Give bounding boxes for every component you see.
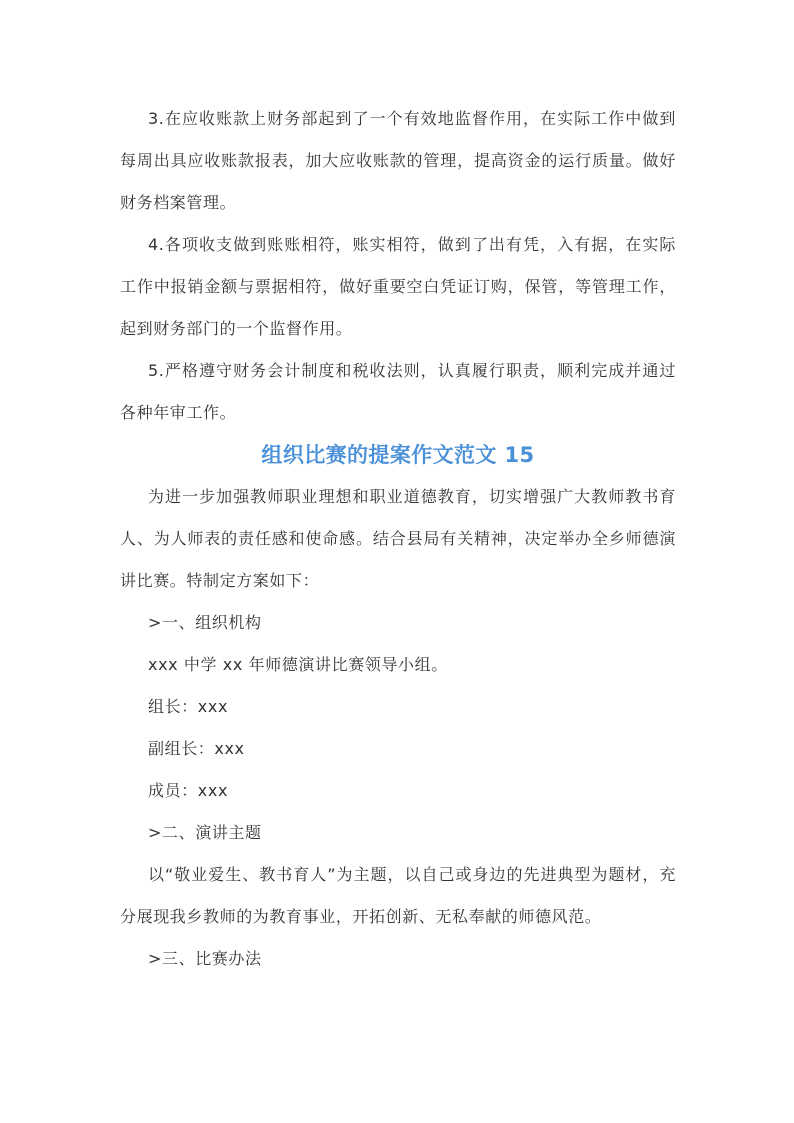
document-body (120, 98, 676, 980)
members-line: 成员：xxx (148, 781, 229, 800)
paragraph-item-3: 3.在应收账款上财务部起到了一个有效地监督作用，在实际工作中做到每周出具应收账款报表，加大应收账款的管理，提高资金的运行质量。做好财务档案管理。 (120, 109, 676, 212)
heading-method: >三、比赛办法 (148, 949, 262, 968)
intro-paragraph: 为进一步加强教师职业理想和职业道德教育，切实增强广大教师教书育人、为人师表的责任感和使命感。结合县局有关精神，决定举办全乡师德演讲比赛。特制定方案如下： (120, 487, 676, 590)
heading-theme: >二、演讲主题 (148, 823, 262, 842)
leadership-group-line: xxx 中学 xx 年师德演讲比赛领导小组。 (148, 655, 448, 674)
paragraph-item-5: 5.严格遵守财务会计制度和税收法则，认真履行职责，顺利完成并通过各种年审工作。 (120, 361, 676, 422)
section-title: 组织比赛的提案作文范文 15 (261, 443, 535, 467)
heading-organization: >一、组织机构 (148, 613, 262, 632)
paragraph-item-4: 4.各项收支做到账账相符，账实相符，做到了出有凭，入有据，在实际工作中报销金额与票据相符，做好重要空白凭证订购，保管，等管理工作，起到财务部门的一个监督作用。 (120, 235, 676, 338)
leader-line: 组长：xxx (148, 697, 229, 716)
theme-paragraph: 以“敬业爱生、教书育人”为主题，以自己或身边的先进典型为题材，充分展现我乡教师的为教育事业，开拓创新、无私奉献的师德风范。 (120, 865, 676, 926)
deputy-leader-line: 副组长：xxx (148, 739, 245, 758)
